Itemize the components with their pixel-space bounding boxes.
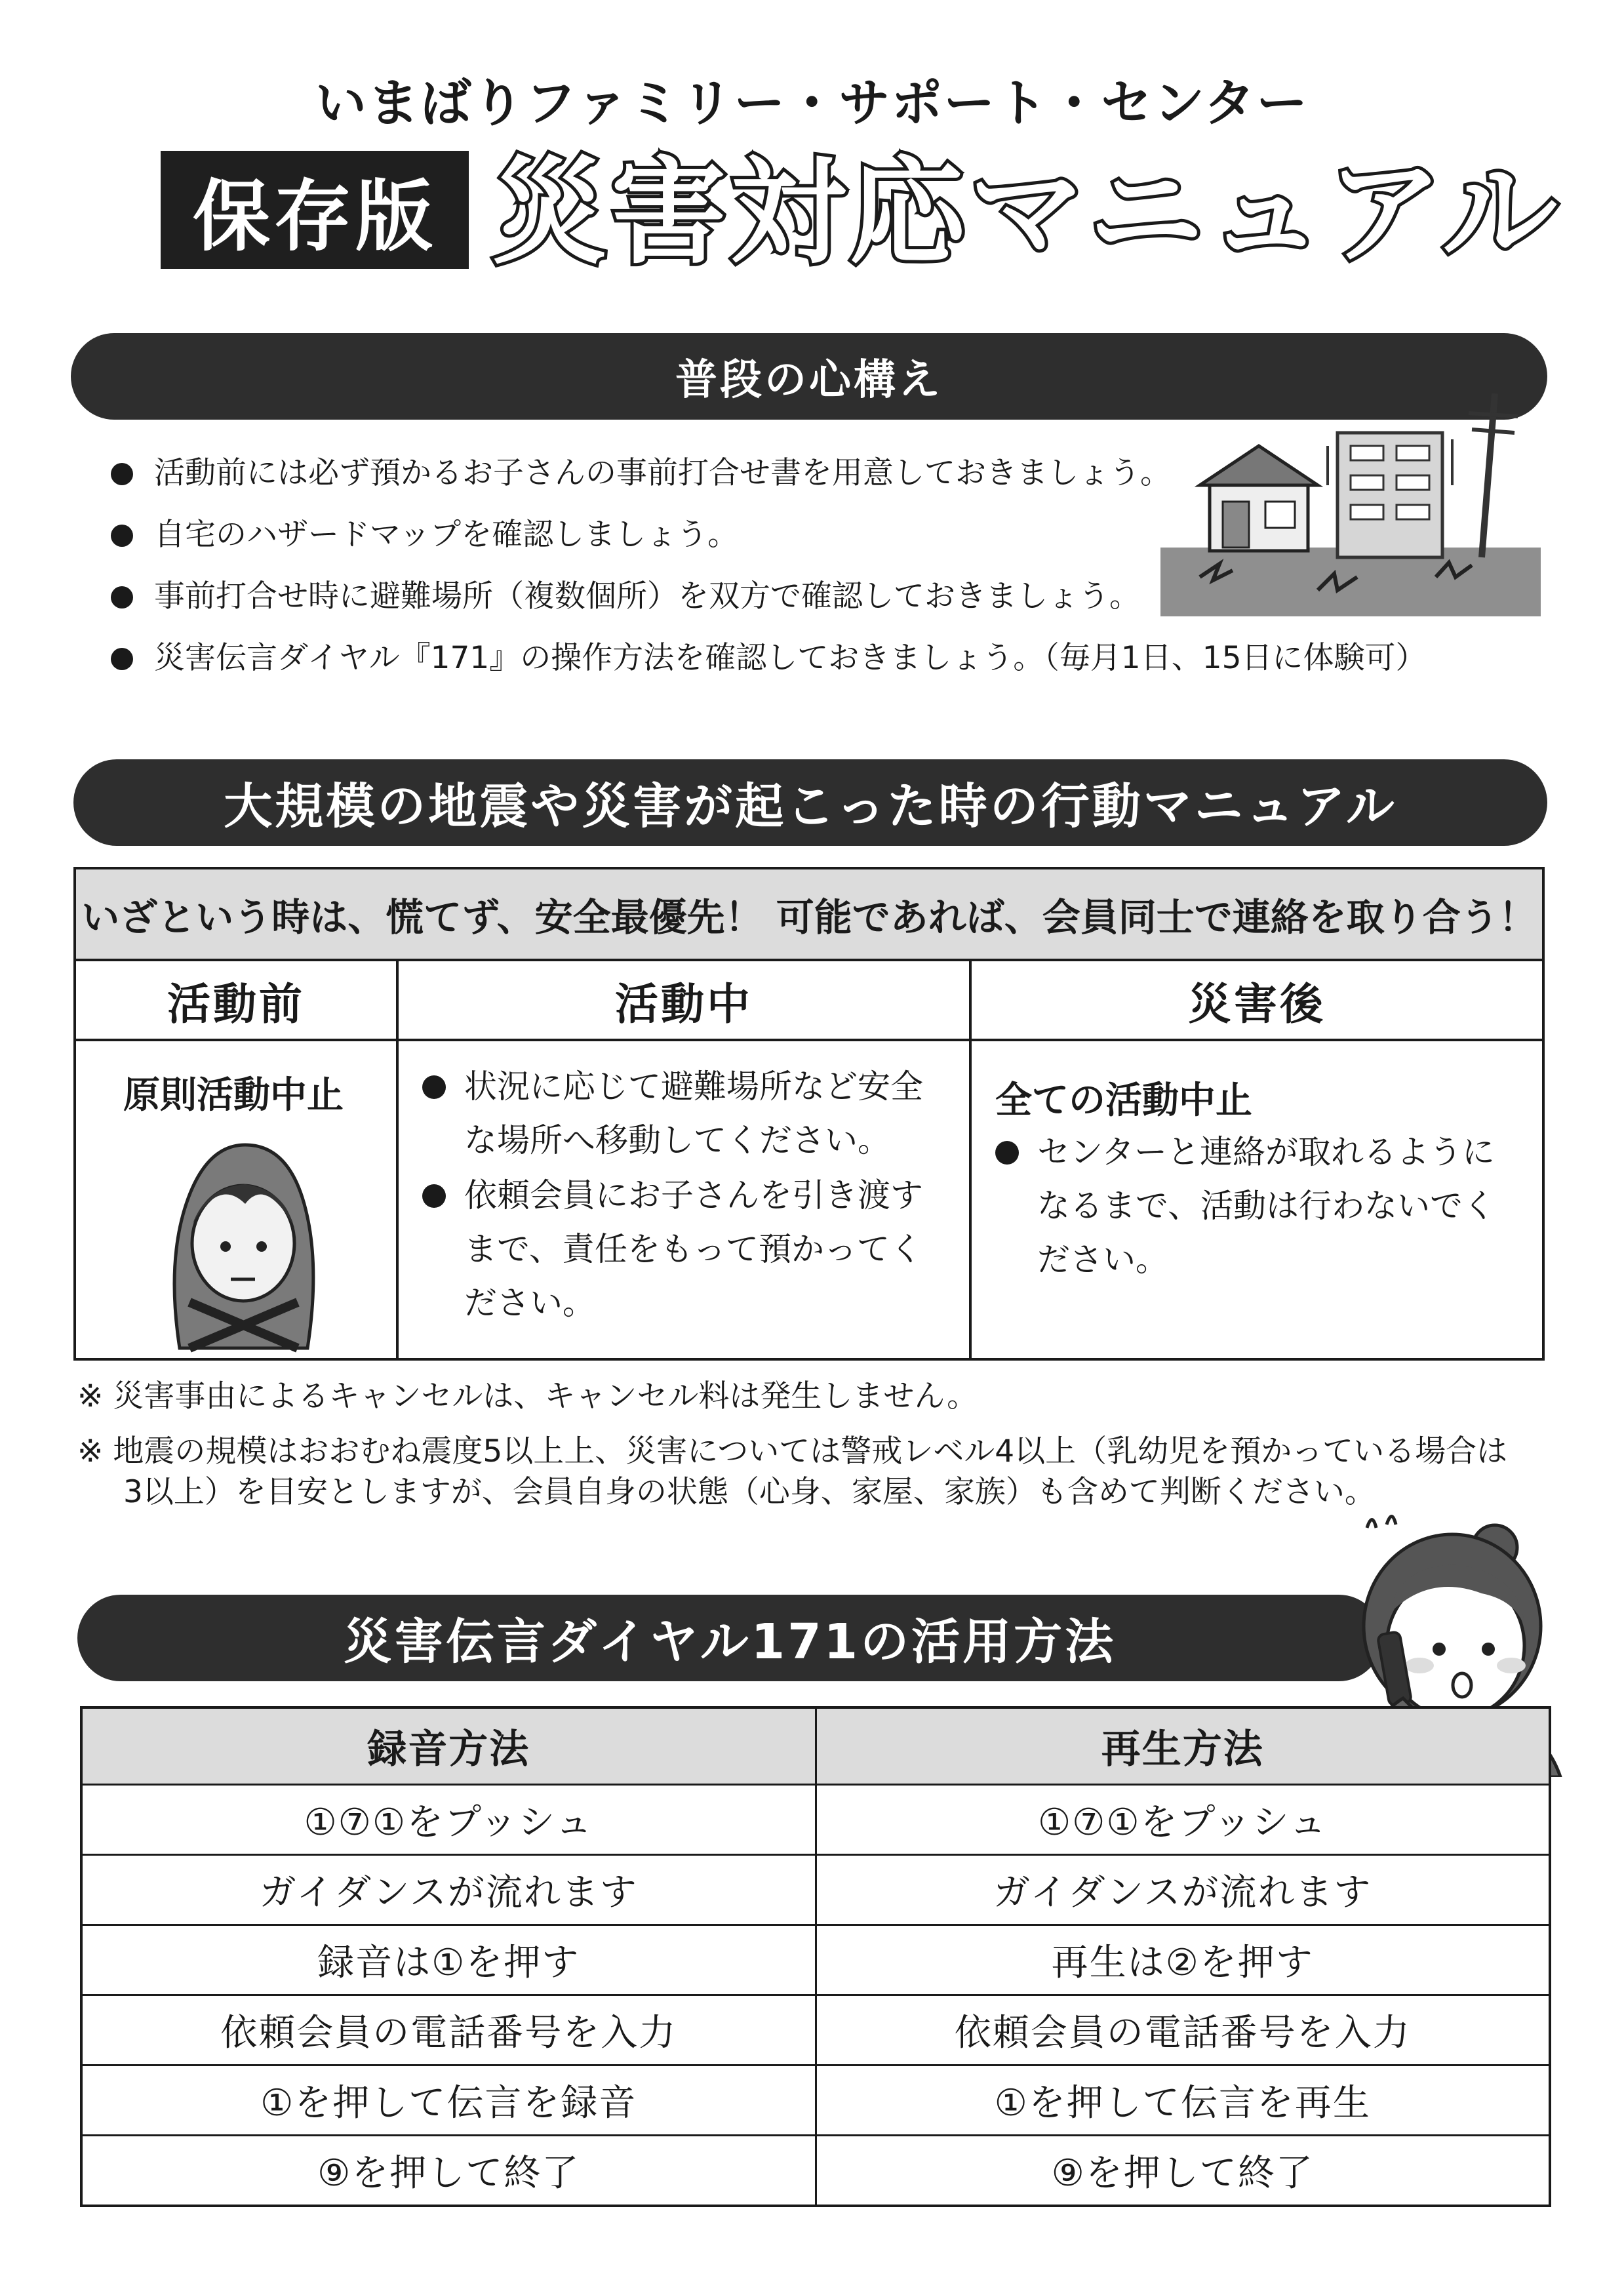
action-table xyxy=(73,867,1545,1361)
after-list xyxy=(995,1125,1513,1287)
list-item: 依頼会員にお子さんを引き渡すまで、責任をもって預かってください。 xyxy=(422,1168,947,1330)
play-step: 再生は②を押す xyxy=(815,1926,1549,1994)
earthquake-illustration xyxy=(1160,380,1541,616)
table-row xyxy=(83,1784,1549,1854)
play-step: ①⑦①をプッシュ xyxy=(815,1786,1549,1854)
list-item: 活動前には必ず預かるお子さんの事前打合せ書を用意しておきましょう。 xyxy=(108,452,1183,494)
section-heading-preparation: 普段の心構え xyxy=(71,333,1547,420)
play-step: ガイダンスが流れます xyxy=(815,1856,1549,1924)
after-title: 全ての活動中止 xyxy=(995,1079,1252,1122)
record-step: 録音は①を押す xyxy=(317,1942,580,1984)
play-header: 再生方法 xyxy=(815,1709,1549,1784)
record-header: 録音方法 xyxy=(367,1726,530,1772)
organization-name: いまばりファミリー・サポート・センター xyxy=(315,74,1309,133)
during-list xyxy=(422,1060,947,1330)
section-heading-action-manual: 大規模の地震や災害が起こった時の行動マニュアル xyxy=(73,759,1547,846)
edition-badge: 保存版 xyxy=(161,151,469,269)
column-header-during: 活動中 xyxy=(399,961,969,1041)
before-title: 原則活動中止 xyxy=(123,1074,344,1117)
table-row xyxy=(83,2134,1549,2205)
list-item: 災害伝言ダイヤル『171』の操作方法を確認しておきましょう。（毎月1日、15日に体験可） xyxy=(108,637,1465,679)
note-cancel: ※ 災害事由によるキャンセルは、キャンセル料は発生しません。 xyxy=(77,1378,978,1414)
record-step: 依頼会員の電話番号を入力 xyxy=(220,2012,677,2054)
table-row xyxy=(83,2064,1549,2134)
record-step: ①を押して伝言を録音 xyxy=(260,2082,637,2125)
play-step: ①を押して伝言を再生 xyxy=(815,2066,1549,2134)
table-row xyxy=(83,1924,1549,1994)
safety-banner: いざという時は、慌てず、安全最優先！ 可能であれば、会員同士で連絡を取り合う！ xyxy=(76,869,1542,961)
woman-hood-illustration xyxy=(153,1132,330,1355)
record-step: ガイダンスが流れます xyxy=(259,1871,638,1914)
preparation-list xyxy=(108,452,1427,699)
column-header-before: 活動前 xyxy=(76,961,396,1041)
page-title: 災害対応マニュアル xyxy=(492,146,1561,280)
play-step: 依頼会員の電話番号を入力 xyxy=(815,1996,1549,2064)
record-step: ⑨を押して終了 xyxy=(317,2152,580,2195)
play-step: ⑨を押して終了 xyxy=(815,2136,1549,2205)
section-heading-dial-171: 災害伝言ダイヤル171の活用方法 xyxy=(77,1595,1382,1681)
list-item: センターと連絡が取れるようになるまで、活動は行わないでください。 xyxy=(995,1125,1513,1287)
record-step: ①⑦①をプッシュ xyxy=(304,1801,594,1844)
note-scale: ※ 地震の規模はおおむね震度5以上上、災害については警戒レベル4以上（乳幼児を預かっている場合は xyxy=(77,1433,1508,1469)
column-header-after: 災害後 xyxy=(972,961,1542,1041)
column-divider xyxy=(969,961,972,1358)
note-scale-continued: 3以上）を目安としますが、会員自身の状態（心身、家屋、家族）も含めて判断ください。 xyxy=(123,1474,1376,1510)
dial-table xyxy=(80,1706,1551,2207)
column-divider xyxy=(396,961,399,1358)
table-row xyxy=(83,1854,1549,1924)
list-item: 状況に応じて避難場所など安全な場所へ移動してください。 xyxy=(422,1060,947,1167)
list-item: 事前打合せ時に避難場所（複数個所）を双方で確認しておきましょう。 xyxy=(108,576,1183,618)
list-item: 自宅のハザードマップを確認しましょう。 xyxy=(108,514,1183,556)
table-row xyxy=(83,1994,1549,2064)
table-header-row xyxy=(83,1709,1549,1784)
